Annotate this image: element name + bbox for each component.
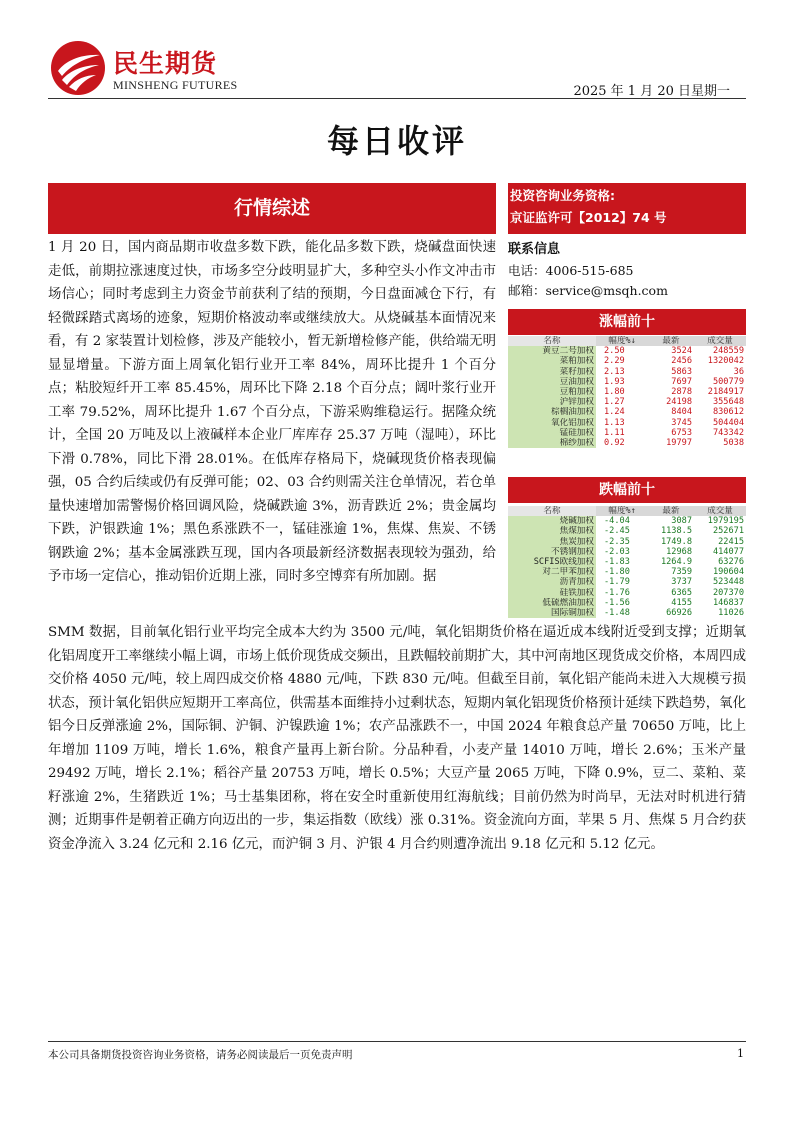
table-row: [508, 557, 746, 567]
table-row: [508, 547, 746, 557]
contract-name: 沥青加权: [508, 577, 596, 587]
volume: 190604: [712, 567, 744, 578]
losers-table-wrap: [508, 506, 746, 626]
qualification-line-2: 京证监许可【2012】74 号: [510, 210, 667, 225]
page-number: 1: [737, 1047, 744, 1060]
column-header: 成交量: [694, 336, 746, 346]
change-pct: 1.80: [604, 387, 625, 398]
latest-price: 2878: [671, 387, 692, 398]
latest-price: 19797: [666, 438, 692, 449]
contract-name: 菜籽加权: [508, 367, 596, 377]
table-header-row: [508, 336, 746, 346]
contract-name: SCFIS欧线加权: [508, 557, 596, 567]
change-pct: -1.80: [604, 567, 630, 578]
contact-title: 联系信息: [508, 242, 561, 257]
change-pct: -1.79: [604, 577, 630, 588]
latest-price: 3745: [671, 417, 692, 428]
contract-name: 硅铁加权: [508, 588, 596, 598]
minsheng-logo-icon: [50, 40, 106, 96]
volume: 146837: [712, 597, 744, 608]
contract-name: 棕榈油加权: [508, 407, 596, 417]
change-pct: -1.56: [604, 597, 630, 608]
table-row: [508, 438, 746, 448]
table-row: [508, 367, 746, 377]
change-pct: -1.48: [604, 608, 630, 619]
report-date: 2025 年 1 月 20 日星期一: [573, 84, 730, 99]
gainers-table: [508, 336, 746, 448]
volume: 2184917: [707, 387, 744, 398]
volume: 5038: [723, 438, 744, 449]
volume: 22415: [718, 536, 744, 547]
column-header: 成交量: [694, 506, 746, 516]
contract-name: 国际铜加权: [508, 608, 596, 618]
latest-price: 4155: [671, 597, 692, 608]
volume: 523448: [712, 577, 744, 588]
volume: 36: [733, 366, 744, 377]
change-pct: 1.93: [604, 376, 625, 387]
column-header: 最新: [648, 336, 694, 346]
footer-divider: [48, 1041, 746, 1042]
table-row: [508, 526, 746, 536]
change-pct: -4.04: [604, 516, 630, 527]
volume: 355648: [712, 397, 744, 408]
volume: 743342: [712, 427, 744, 438]
contract-name: 焦煤加权: [508, 526, 596, 536]
table-row: [508, 516, 746, 526]
change-pct: 1.13: [604, 417, 625, 428]
table-row: [508, 537, 746, 547]
latest-price: 7697: [671, 376, 692, 387]
change-pct: 1.24: [604, 407, 625, 418]
page-title: 每日收评: [326, 122, 467, 160]
column-header: 名称: [508, 336, 596, 346]
column-header: 幅度%↓: [596, 336, 648, 346]
contract-name: 沪锌加权: [508, 397, 596, 407]
table-row: [508, 428, 746, 438]
latest-price: 1749.8: [660, 536, 692, 547]
column-header: 幅度%↑: [596, 506, 648, 516]
table-row: [508, 608, 746, 618]
latest-price: 3087: [671, 516, 692, 527]
volume: 11026: [718, 608, 744, 619]
table-row: [508, 567, 746, 577]
latest-price: 1264.9: [660, 557, 692, 568]
latest-price: 12968: [666, 546, 692, 557]
volume: 252671: [712, 526, 744, 537]
contact-email: 邮箱：service@msqh.com: [508, 283, 668, 298]
latest-price: 66926: [666, 608, 692, 619]
footer-disclaimer: 本公司具备期货投资咨询业务资格，请务必阅读最后一页免责声明: [48, 1049, 353, 1061]
volume: 414077: [712, 546, 744, 557]
contract-name: 黄豆二号加权: [508, 346, 596, 356]
table-row: [508, 397, 746, 407]
column-header: 最新: [648, 506, 694, 516]
change-pct: 1.11: [604, 427, 625, 438]
losers-table: [508, 506, 746, 618]
contract-name: 菜粕加权: [508, 356, 596, 366]
table-row: [508, 377, 746, 387]
header-divider: [48, 98, 746, 99]
contract-name: 焦炭加权: [508, 537, 596, 547]
latest-price: 6365: [671, 587, 692, 598]
contract-name: 不锈钢加权: [508, 547, 596, 557]
contract-name: 豆粕加权: [508, 387, 596, 397]
table-row: [508, 418, 746, 428]
volume: 830612: [712, 407, 744, 418]
volume: 1979195: [707, 516, 744, 527]
losers-title: 跌幅前十: [508, 477, 746, 503]
table-row: [508, 387, 746, 397]
change-pct: 2.50: [604, 346, 625, 357]
change-pct: 2.29: [604, 356, 625, 367]
table-row: [508, 407, 746, 417]
volume: 248559: [712, 346, 744, 357]
change-pct: -2.03: [604, 546, 630, 557]
contract-name: 氧化铝加权: [508, 418, 596, 428]
contract-name: 棉纱加权: [508, 438, 596, 448]
change-pct: -2.45: [604, 526, 630, 537]
volume: 1320042: [707, 356, 744, 367]
logo-text-cn: 民生期货: [113, 49, 218, 78]
volume: 504404: [712, 417, 744, 428]
change-pct: 1.27: [604, 397, 625, 408]
latest-price: 3737: [671, 577, 692, 588]
market-summary-paragraph-top: 1 月 20 日，国内商品期市收盘多数下跌，能化品多数下跌，烧碱盘面快速走低，前期拉涨速度过快，市场多空分歧明显扩大，多种空头小作文冲击市场信心；同时考虑到主力资金节前获利了结的预期，今日盘面减仓下行，有轻微踩踏式离场的迹象，短期价格波动率或继续放大。从烧碱基本面情况来看，有 2 家装置计划检修，涉及产能较小，暂无新增检修产能，供给端无明显显增量。下游方面上周氧化铝行业开工率 84%，周环比提升 1 个百分点；粘胶短纤开工率 85.45%，周环比下降 2.18 个百分点；阔叶浆行业开工率 79.52%，周环比提升 1.67 个百分点，下游采购维稳运行。据隆众统计，全国 20 万吨及以上液碱样本企业厂库库存 25.37 万吨（湿吨），环比下滑 0.78%，同比下滑 28.01%。在低库存格局下，烧碱现货价格表现偏强，05 合约后续或仍有反弹可能；02、03 合约则需关注仓单情况，若仓单量快速增加需警惕价格回调风险，烧碱跌逾 3%，沥青跌近 2%；贵金属均下跌，沪银跌逾 1%；黑色系涨跌不一，锰硅涨逾 1%，焦煤、焦炭、不锈钢跌逾 2%；基本金属涨跌互现，国内各项最新经济数据表现较为强劲，给予市场一定信心，推动铝价近期上涨，同时多空博弈有所加剧。据: [48, 240, 496, 584]
change-pct: -1.83: [604, 557, 630, 568]
contract-name: 豆油加权: [508, 377, 596, 387]
change-pct: -1.76: [604, 587, 630, 598]
table-row: [508, 356, 746, 366]
change-pct: -2.35: [604, 536, 630, 547]
table-row: [508, 598, 746, 608]
latest-price: 6753: [671, 427, 692, 438]
latest-price: 2456: [671, 356, 692, 367]
qualification-line-1: 投资咨询业务资格:: [510, 188, 615, 203]
contract-name: 烧碱加权: [508, 516, 596, 526]
latest-price: 5863: [671, 366, 692, 377]
logo-text-en: MINSHENG FUTURES: [113, 78, 238, 92]
section-banner: 行情综述: [48, 183, 496, 234]
table-row: [508, 588, 746, 598]
latest-price: 3524: [671, 346, 692, 357]
qualification-box: [508, 183, 746, 234]
table-row: [508, 346, 746, 356]
volume: 63276: [718, 557, 744, 568]
latest-price: 8404: [671, 407, 692, 418]
contact-phone: 电话：4006-515-685: [508, 263, 634, 278]
market-summary-paragraph-full: SMM 数据，目前氧化铝行业平均完全成本大约为 3500 元/吨，氧化铝期货价格在逼近成本线附近受到支撑；近期氧化铝周度开工率继续小幅上调，市场上低价现货成交频出，且跌幅较前期扩大，其中河南地区现货成交价格，本周四成交价格 4050 元/吨，较上周四成交价格 4880 元/吨，下跌 830 元/吨。但截至目前，氧化铝产能尚未进入大规模亏损状态，预计氧化铝供应短期开工率高位，供需基本面维持小过剩状态，短期内氧化铝现货价格预计延续下跌趋势，氧化铝今日反弹涨逾 2%，国际铜、沪铜、沪镍跌逾 1%；农产品涨跌不一，中国 2024 年粮食总产量 70650 万吨，比上年增加 1109 万吨，增长 1.6%，粮食产量再上新台阶。分品种看，小麦产量 14010 万吨，增长 2.6%；玉米产量 29492 万吨，增长 2.1%；稻谷产量 20753 万吨，增长 0.5%；大豆产量 2065 万吨，下降 0.9%，豆二、菜粕、菜籽涨逾 2%，生猪跌近 1%；马士基集团称，将在安全时重新使用红海航线；目前仍然为时尚早，无法对时机进行猜测；近期事件是朝着正确方向迈出的一步，集运指数（欧线）涨 0.31%。资金流向方面，苹果 5 月、焦煤 5 月合约获资金净流入 3.24 亿元和 2.16 亿元，而沪铜 3 月、沪银 4 月合约则遭净流出 9.18 亿元和 5.12 亿元。: [48, 625, 746, 852]
change-pct: 2.13: [604, 366, 625, 377]
column-header: 名称: [508, 506, 596, 516]
contract-name: 低硫燃油加权: [508, 598, 596, 608]
latest-price: 24198: [666, 397, 692, 408]
table-header-row: [508, 506, 746, 516]
change-pct: 0.92: [604, 438, 625, 449]
latest-price: 1138.5: [660, 526, 692, 537]
volume: 207370: [712, 587, 744, 598]
contract-name: 锰硅加权: [508, 428, 596, 438]
volume: 500779: [712, 376, 744, 387]
latest-price: 7359: [671, 567, 692, 578]
gainers-title: 涨幅前十: [508, 309, 746, 335]
table-row: [508, 577, 746, 587]
contract-name: 对二甲苯加权: [508, 567, 596, 577]
